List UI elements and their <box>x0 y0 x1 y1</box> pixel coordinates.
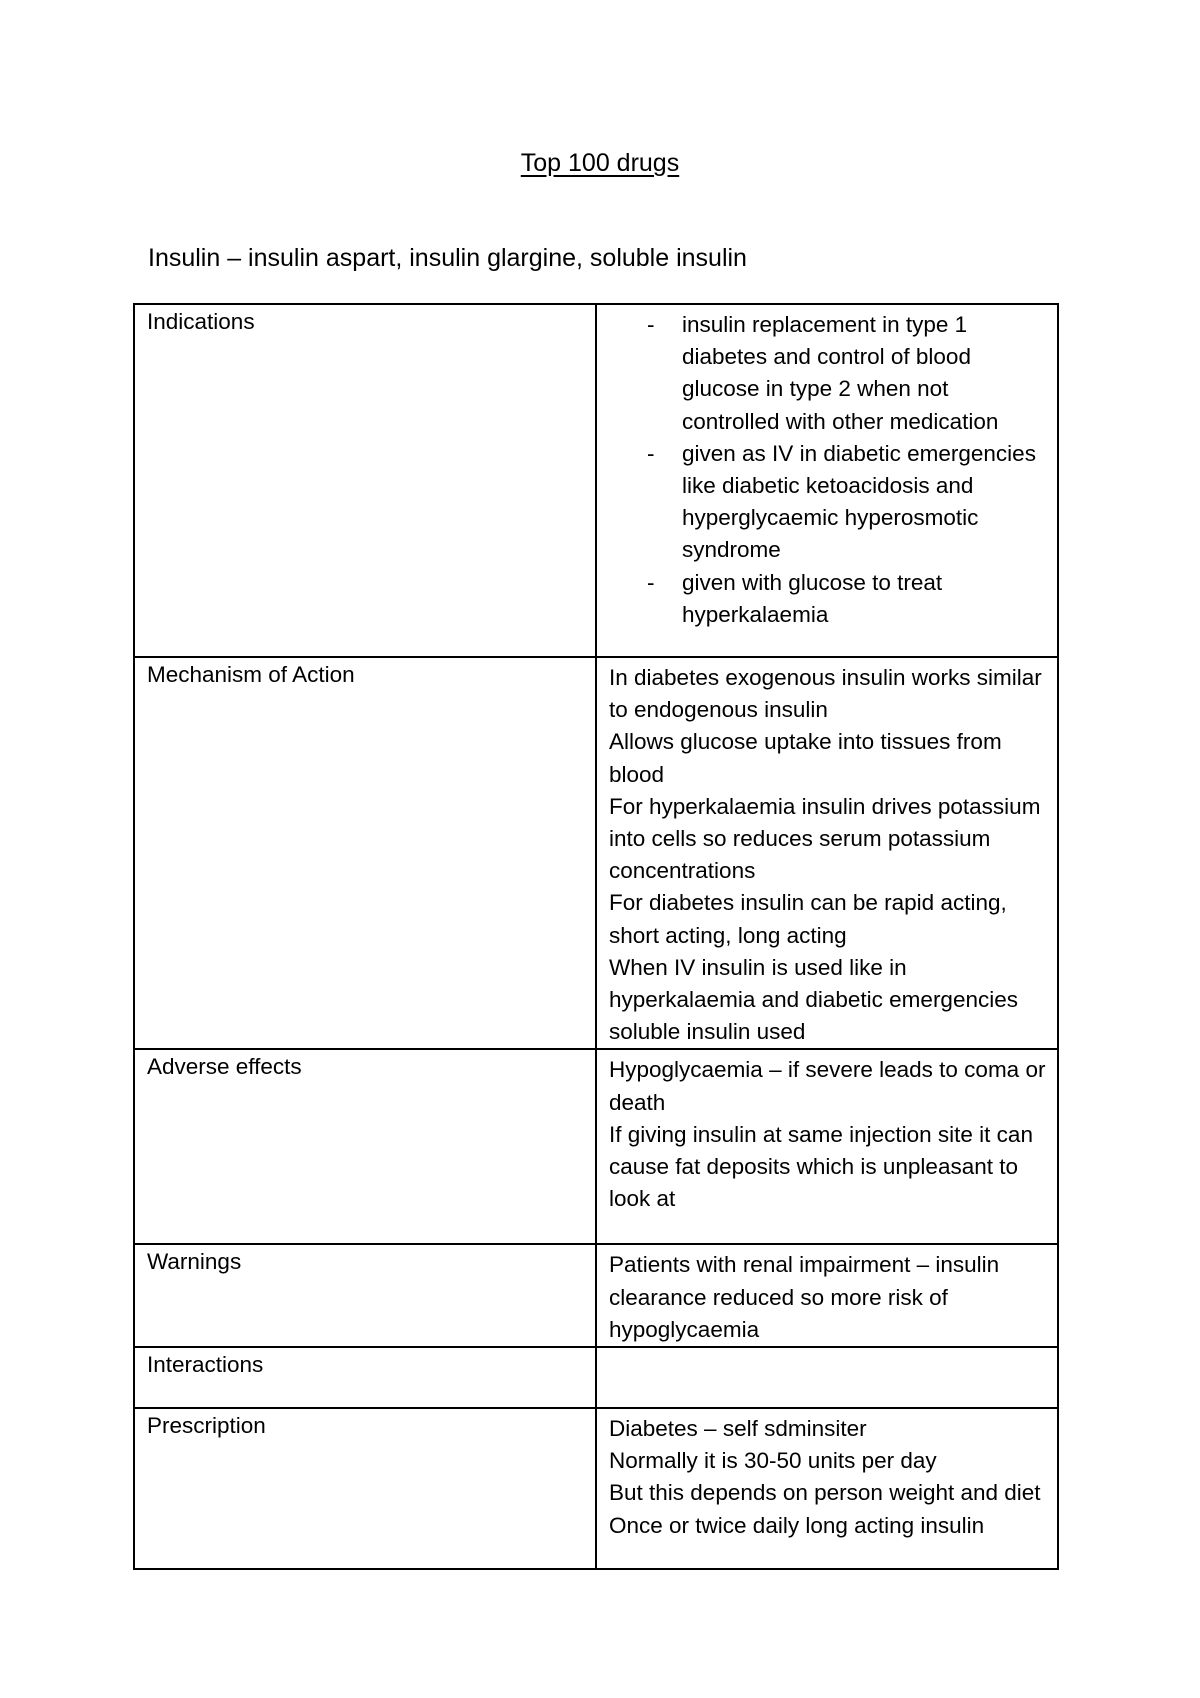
dash-bullet-icon: - <box>647 440 655 466</box>
page-title: Top 100 drugs <box>520 149 680 177</box>
warnings-label-cell <box>134 1244 596 1347</box>
table-row-indications <box>134 304 1058 657</box>
indications-bullet-list <box>597 305 1057 631</box>
table-row-prescription <box>134 1408 1058 1569</box>
indications-value-cell <box>596 304 1058 657</box>
table-row-interactions <box>134 1347 1058 1408</box>
table-row-mechanism <box>134 657 1058 1049</box>
mechanism-label: Mechanism of Action <box>147 662 355 687</box>
list-item <box>597 567 1047 631</box>
list-item <box>597 438 1047 567</box>
mechanism-value-cell <box>596 657 1058 1049</box>
table-row-adverse-effects <box>134 1049 1058 1244</box>
mechanism-line: For hyperkalaemia insulin drives potassium into cells so reduces serum potassium concentrations <box>609 793 1041 884</box>
mechanism-label-cell <box>134 657 596 1049</box>
indication-text: insulin replacement in type 1 diabetes and control of blood glucose in type 2 when not controlled with other medication <box>682 312 999 434</box>
drug-info-table <box>133 303 1059 1570</box>
warning-line: Patients with renal impairment – insulin clearance reduced so more risk of hypoglycaemia <box>609 1252 1000 1342</box>
warnings-label: Warnings <box>147 1249 242 1275</box>
adverse-effects-value-cell <box>596 1049 1058 1244</box>
interactions-label-cell <box>134 1347 596 1408</box>
dash-bullet-icon: - <box>647 569 655 595</box>
mechanism-line: When IV insulin is used like in hyperkalaemia and diabetic emergencies soluble insulin used <box>609 954 1018 1045</box>
indication-text: given as IV in diabetic emergencies like diabetic ketoacidosis and hyperglycaemic hyperosmotic syndrome <box>682 440 1036 563</box>
mechanism-line: In diabetes exogenous insulin works similar to endogenous insulin <box>609 665 1042 723</box>
adverse-effect-line: If giving insulin at same injection site it can cause fat deposits which is unpleasant to look at <box>609 1121 1033 1212</box>
indications-label: Indications <box>147 309 255 334</box>
prescription-label: Prescription <box>147 1413 266 1439</box>
table-row-warnings <box>134 1244 1058 1347</box>
prescription-line: But this depends on person weight and diet <box>609 1480 1041 1506</box>
indication-text: given with glucose to treat hyperkalaemia <box>682 569 943 627</box>
mechanism-line: For diabetes insulin can be rapid acting, short acting, long acting <box>609 890 1007 948</box>
adverse-effects-label-cell <box>134 1049 596 1244</box>
warnings-value-cell <box>596 1244 1058 1347</box>
prescription-label-cell <box>134 1408 596 1569</box>
interactions-value-cell <box>596 1347 1058 1408</box>
drug-heading: Insulin – insulin aspart, insulin glargine, soluble insulin <box>148 244 747 272</box>
prescription-value-cell <box>596 1408 1058 1569</box>
indications-label-cell <box>134 304 596 657</box>
adverse-effect-line: Hypoglycaemia – if severe leads to coma or death <box>609 1057 1046 1115</box>
interactions-label: Interactions <box>147 1352 264 1378</box>
prescription-line: Once or twice daily long acting insulin <box>609 1512 985 1538</box>
prescription-line: Diabetes – self sdminsiter <box>609 1416 867 1442</box>
dash-bullet-icon: - <box>647 312 655 337</box>
adverse-effects-label: Adverse effects <box>147 1054 302 1080</box>
list-item <box>597 309 1047 438</box>
mechanism-line: Allows glucose uptake into tissues from blood <box>609 729 1002 787</box>
prescription-line: Normally it is 30-50 units per day <box>609 1448 937 1474</box>
